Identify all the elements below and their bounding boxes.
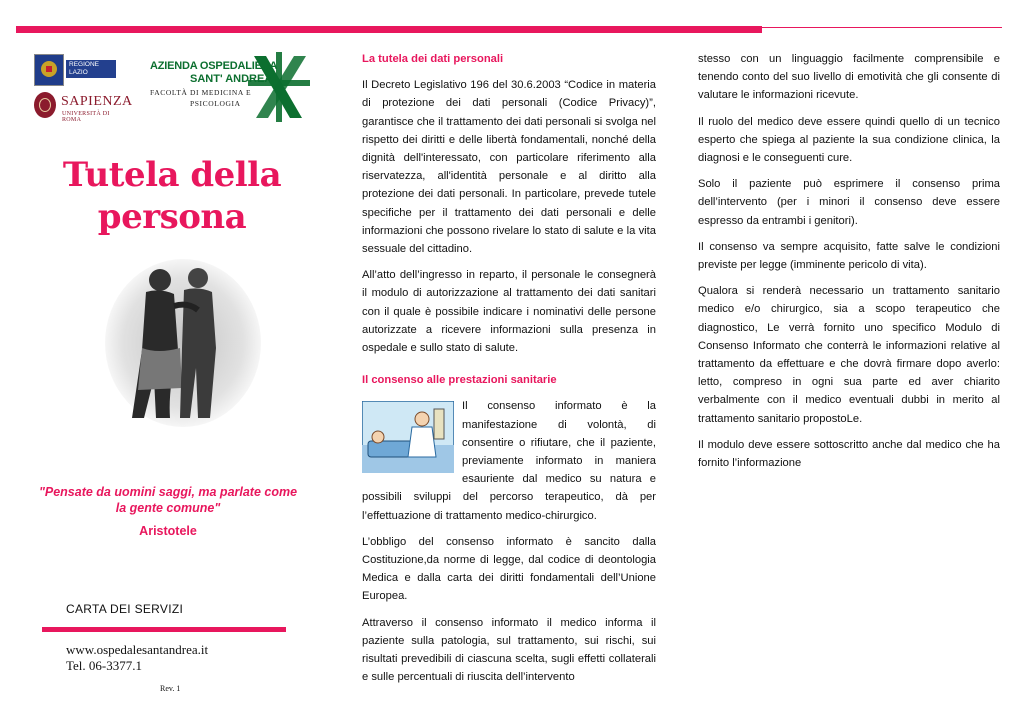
paragraph-sottoscritto: Il modulo deve essere sottoscritto anche dal medico che ha fornito l’informazione	[698, 438, 1000, 470]
sapienza-subtitle: UNIVERSITÀ DI ROMA	[62, 111, 110, 123]
doctor-patient-illustration	[362, 401, 454, 473]
sapienza-seal-icon	[34, 92, 56, 118]
middle-column	[362, 50, 656, 695]
heading-consenso: Il consenso alle prestazioni sanitarie	[362, 374, 557, 387]
website-link[interactable]: www.ospedalesantandrea.it	[66, 642, 209, 657]
quote-author: Aristotele	[139, 524, 197, 538]
revision-label: Rev. 1	[160, 684, 181, 693]
heading-dati-personali: La tutela dei dati personali	[362, 53, 504, 65]
azienda-line2: SANT' ANDREA	[190, 73, 273, 85]
lazio-crest-icon	[34, 54, 64, 86]
regione-lazio-label: REGIONE LAZIO	[66, 60, 116, 78]
page-title	[44, 154, 300, 238]
paragraph-decreto: Il Decreto Legislativo 196 del 30.6.2003 “Codice in materia di protezione dei dati personali (Codice Privacy)”, garantisce che il trattamento dei dati personali si svolga nel rispetto dei diritti e delle libertà fondamentali, nonché della dignità dell'interessato, con particolare riferimento alla riservatezza, all'identità personale e al diritto alla protezione dei dati personali. In particolare, prevede tutele specifiche per il trattamento dei dati personali e delle informazioni che possono rivelare lo stato di salute e la vita sessuale del cittadino.	[362, 79, 656, 256]
carta-dei-servizi-label: CARTA DEI SERVIZI	[66, 602, 184, 616]
footer-accent-bar	[42, 627, 286, 632]
paragraph-ingresso-reparto: All’atto dell’ingresso in reparto, il personale le consegnerà il modulo di autorizzazione al trattamento dei dati sanitari con il quale è possibile indicare i nominativi delle persone autorizzate a ricevere informazioni sulla presenza in ospedale e sullo stato di salute.	[362, 269, 656, 355]
azienda-line1: AZIENDA OSPEDALIERA	[150, 60, 278, 72]
paragraph-sempre-acquisito: Il consenso va sempre acquisito, fatte salve le condizioni previste per legge (imminente pericolo di vita).	[698, 240, 1000, 272]
title-line-2: persona	[97, 197, 247, 237]
azienda-line4: PSICOLOGIA	[190, 99, 241, 108]
paragraph-modulo-consenso: Qualora si renderà necessario un trattamento sanitario medico e/o chirurgico, sia a scopo terapeutico che diagnostico, Le verrà fornito uno specifico Modulo di Consenso Informato che conterrà le informazioni relative al trattamento da effettuare e che dovrà firmare dopo averlo: letto, compreso in ogni sua parte ed aver chiarito verbalmente con il medico eventuali dubbi in merito al trattamento sanitario propostoLe.	[698, 285, 1000, 425]
logo-group	[28, 52, 328, 142]
paragraph-solo-paziente: Solo il paziente può esprimere il consenso prima dell’intervento (per i minori il consenso deve essere espresso da entrambi i genitori).	[698, 178, 1000, 227]
paragraph-ruolo-medico: Il ruolo del medico deve essere quindi quello di un tecnico esperto che spiega al paziente la sua condizione clinica, la diagnosi e le conseguenti cure.	[698, 115, 1000, 165]
azienda-ospedaliera-logo	[146, 52, 316, 124]
sapienza-logo	[34, 90, 133, 124]
title-line-1: Tutela della	[62, 155, 282, 195]
right-column	[698, 50, 1000, 480]
paragraph-linguaggio: stesso con un linguaggio facilmente comprensibile e tenendo conto del suo livello di emotività che gli consente di valutare le informazioni ricevute.	[698, 53, 1000, 102]
elderly-couple-photo	[98, 258, 268, 428]
aristotle-quote: "Pensate da uomini saggi, ma parlate come la gente comune"	[38, 485, 298, 515]
paragraph-consenso-informato: Il consenso informato è la manifestazione di volontà, di consentire o rifiutare, che il paziente, previamente informato in maniera esauriente dal medico su natura e possibili sviluppi del percorso terapeutico, dà per l’effettuazione di trattamento medico-chirurgico.	[362, 400, 656, 522]
azienda-line3: FACOLTÀ DI MEDICINA E	[150, 88, 252, 97]
sapienza-name: SAPIENZA	[61, 94, 133, 109]
phone-number: Tel. 06-3377.1	[66, 658, 142, 673]
paragraph-obbligo: L’obbligo del consenso informato è sancito dalla Costituzione,da norme di legge, dal codice di deontologia Medica e dalla carta dei diritti fondamentali dell’Unione Europea.	[362, 535, 656, 603]
top-accent-line	[762, 27, 1002, 28]
regione-lazio-logo	[34, 54, 118, 84]
top-accent-bar	[16, 26, 762, 33]
paragraph-attraverso: Attraverso il consenso informato il medico informa il paziente sulla patologia, sul trattamento, sui rischi, sui risultati prevedibili di ciascuna scelta, sugli effetti collaterali e sulle percentuali di riuscita dell’intervento	[362, 616, 656, 684]
